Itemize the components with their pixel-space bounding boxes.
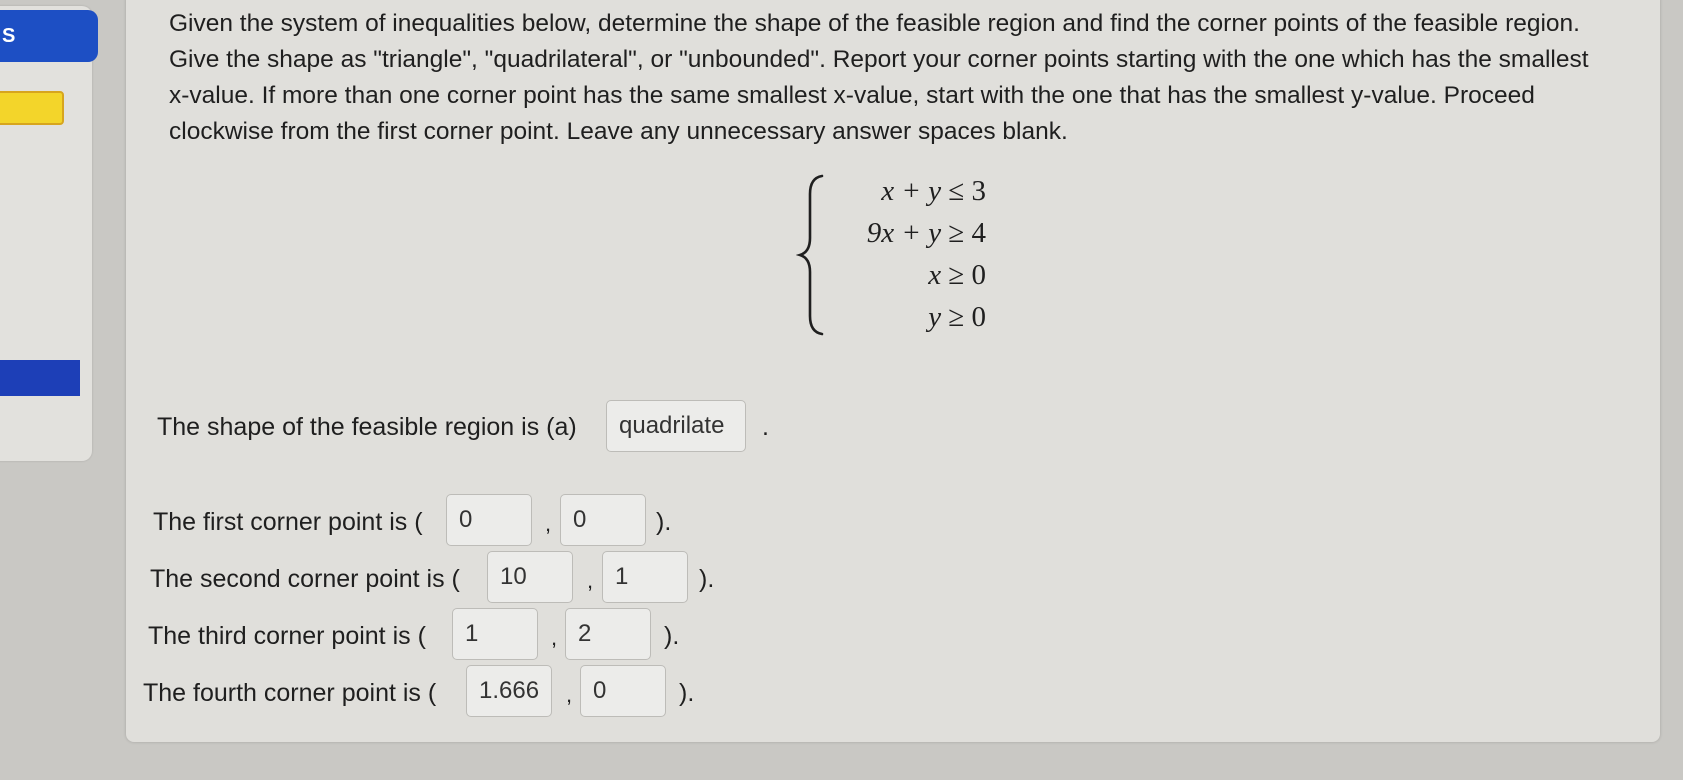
corner-2-y-input[interactable]: 1 — [602, 551, 688, 603]
corner-3-label: The third corner point is ( — [148, 622, 426, 650]
shape-suffix: . — [762, 413, 769, 441]
corner-4-close: ). — [679, 679, 695, 707]
corner-2-close: ). — [699, 565, 715, 593]
shape-input[interactable]: quadrilate — [606, 400, 746, 452]
flag-marker[interactable] — [0, 91, 64, 125]
corner-4-comma: , — [566, 682, 573, 707]
corner-1-comma: , — [545, 511, 552, 536]
corner-1-x-input[interactable]: 0 — [446, 494, 532, 546]
corner-2-label: The second corner point is ( — [150, 565, 460, 593]
shape-label: The shape of the feasible region is (a) — [157, 413, 577, 441]
corner-2-x-input[interactable]: 10 — [487, 551, 573, 603]
inequality-2: 9x + y ≥ 4 — [866, 217, 986, 249]
corner-2-comma: , — [587, 568, 594, 593]
inequality-system — [796, 170, 986, 340]
question-prompt: Given the system of inequalities below, determine the shape of the feasible region and find the corner points of the feasible region. Give the shape as "triangle", "quadrilateral", or "unbounded". Report your corner points starting with the one which has the smallest x-value. If more than one corner point has the same smallest x-value, start with the one that has the smallest y-value. Proceed clockwise from the first corner point. Leave any unnecessary answer spaces blank. — [169, 10, 1589, 145]
inequality-1: x + y ≤ 3 — [881, 175, 986, 207]
corner-4-x-input[interactable]: 1.666 — [466, 665, 552, 717]
s-button[interactable]: S — [0, 10, 98, 62]
corner-3-y-input[interactable]: 2 — [565, 608, 651, 660]
corner-3-close: ). — [664, 622, 680, 650]
corner-1-y-input[interactable]: 0 — [560, 494, 646, 546]
corner-3-x-input[interactable]: 1 — [452, 608, 538, 660]
corner-1-label: The first corner point is ( — [153, 508, 423, 536]
left-brace — [796, 170, 826, 340]
inequality-3: x ≥ 0 — [928, 259, 986, 291]
corner-1-close: ). — [656, 508, 672, 536]
corner-4-y-input[interactable]: 0 — [580, 665, 666, 717]
corner-3-comma: , — [551, 625, 558, 650]
inequality-4: y ≥ 0 — [928, 301, 986, 333]
corner-4-label: The fourth corner point is ( — [143, 679, 437, 707]
blue-nav-bar[interactable] — [0, 360, 80, 396]
